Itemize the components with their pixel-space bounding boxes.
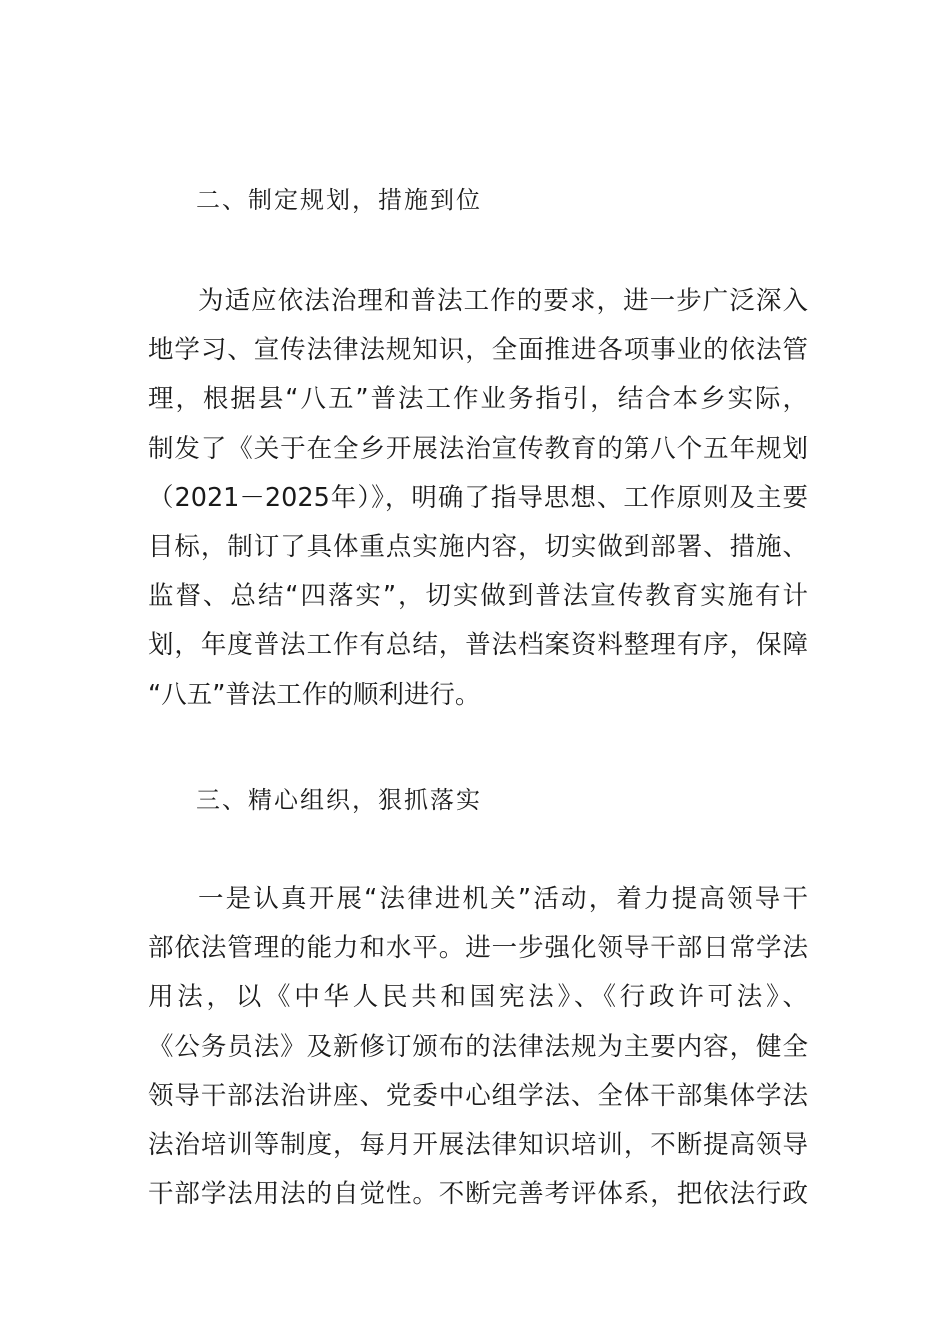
paragraph-line: 为适应依法治理和普法工作的要求，进一步广泛深入 bbox=[198, 286, 808, 316]
paragraph-line: 目标，制订了具体重点实施内容，切实做到部署、措施、 bbox=[148, 531, 808, 562]
section-2-heading: 二、制定规划，措施到位 bbox=[196, 186, 482, 214]
paragraph-line: 监督、总结“四落实”，切实做到普法宣传教育实施有计 bbox=[148, 581, 808, 612]
paragraph-line: 干部学法用法的自觉性。不断完善考评体系，把依法行政 bbox=[148, 1179, 808, 1210]
section-3-heading: 三、精心组织，狠抓落实 bbox=[196, 786, 482, 814]
paragraph-line: 理，根据县“八五”普法工作业务指引，结合本乡实际， bbox=[148, 384, 808, 415]
paragraph-line: “八五”普法工作的顺利进行。 bbox=[148, 679, 481, 710]
paragraph-line: 《公务员法》及新修订颁布的法律法规为主要内容，健全 bbox=[148, 1031, 808, 1062]
section-2-paragraph bbox=[148, 277, 808, 720]
paragraph-line: 地学习、宣传法律法规知识，全面推进各项事业的依法管 bbox=[148, 335, 808, 366]
paragraph-line: 用法，以《中华人民共和国宪法》、《行政许可法》、 bbox=[148, 982, 808, 1013]
paragraph-line: 制发了《关于在全乡开展法治宣传教育的第八个五年规划 bbox=[148, 433, 808, 464]
paragraph-line: （2021－2025年）》，明确了指导思想、工作原则及主要 bbox=[148, 482, 808, 513]
paragraph-line: 部依法管理的能力和水平。进一步强化领导干部日常学法 bbox=[148, 933, 808, 964]
section-3-paragraph bbox=[148, 875, 808, 1219]
paragraph-line: 领导干部法治讲座、党委中心组学法、全体干部集体学法 bbox=[148, 1080, 808, 1111]
paragraph-line: 法治培训等制度，每月开展法律知识培训，不断提高领导 bbox=[148, 1129, 808, 1160]
paragraph-line: 一是认真开展“法律进机关”活动，着力提高领导干 bbox=[198, 884, 808, 914]
paragraph-line: 划，年度普法工作有总结，普法档案资料整理有序，保障 bbox=[148, 630, 808, 661]
